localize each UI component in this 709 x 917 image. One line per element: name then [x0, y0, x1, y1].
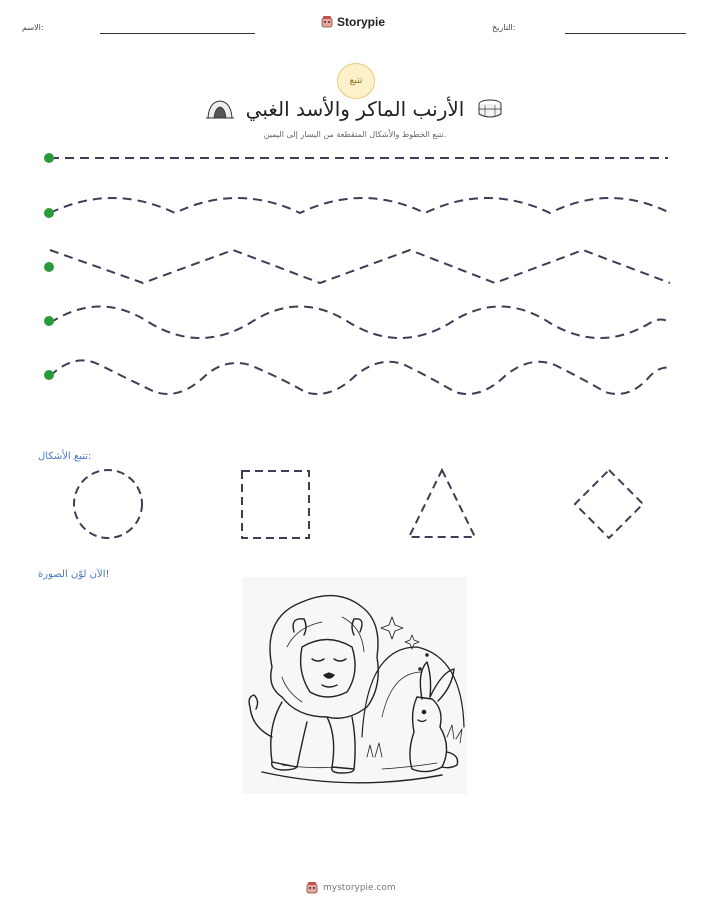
cave-icon — [206, 98, 234, 120]
tracing-lines — [0, 140, 709, 400]
start-dot — [44, 316, 54, 326]
footer-url[interactable]: mystorypie.com — [323, 883, 396, 893]
coloring-section-label: الآن لوّن الصورة! — [38, 569, 110, 580]
tracing-line-tight-wave[interactable] — [50, 360, 670, 394]
trace-badge-label: تتبع — [349, 76, 363, 86]
tracing-line-zigzag[interactable] — [50, 250, 670, 283]
well-icon — [476, 98, 504, 120]
tracing-shapes — [0, 460, 709, 550]
instructions: تتبع الخطوط والأشكال المتقطعة من اليسار إلى اليمين. — [263, 130, 447, 139]
name-label: الاسم: — [22, 23, 44, 32]
coloring-picture — [242, 577, 467, 794]
page-title: الأرنب الماكر والأسد الغبي — [245, 97, 465, 121]
start-dot — [44, 262, 54, 272]
shapes-section-label: تتبع الأشكال: — [38, 451, 92, 462]
title-row — [180, 94, 530, 124]
start-dot — [44, 153, 54, 163]
date-label: التاريخ: — [492, 23, 516, 32]
shape-diamond[interactable] — [575, 470, 643, 538]
date-line — [565, 33, 686, 34]
storypie-logo-icon — [320, 15, 334, 29]
shape-circle[interactable] — [74, 470, 142, 538]
start-dot — [44, 370, 54, 380]
shape-triangle[interactable] — [409, 470, 475, 537]
footer — [305, 880, 415, 896]
logo-text: Storypie — [337, 15, 386, 29]
storypie-footer-icon — [305, 881, 319, 895]
start-dot — [44, 208, 54, 218]
shape-square[interactable] — [242, 471, 309, 538]
tracing-line-wave[interactable] — [50, 307, 670, 339]
tracing-line-gentle-wave[interactable] — [50, 198, 670, 213]
lion-rabbit-illustration — [242, 577, 467, 794]
storypie-logo — [320, 13, 390, 31]
name-line — [100, 33, 255, 34]
